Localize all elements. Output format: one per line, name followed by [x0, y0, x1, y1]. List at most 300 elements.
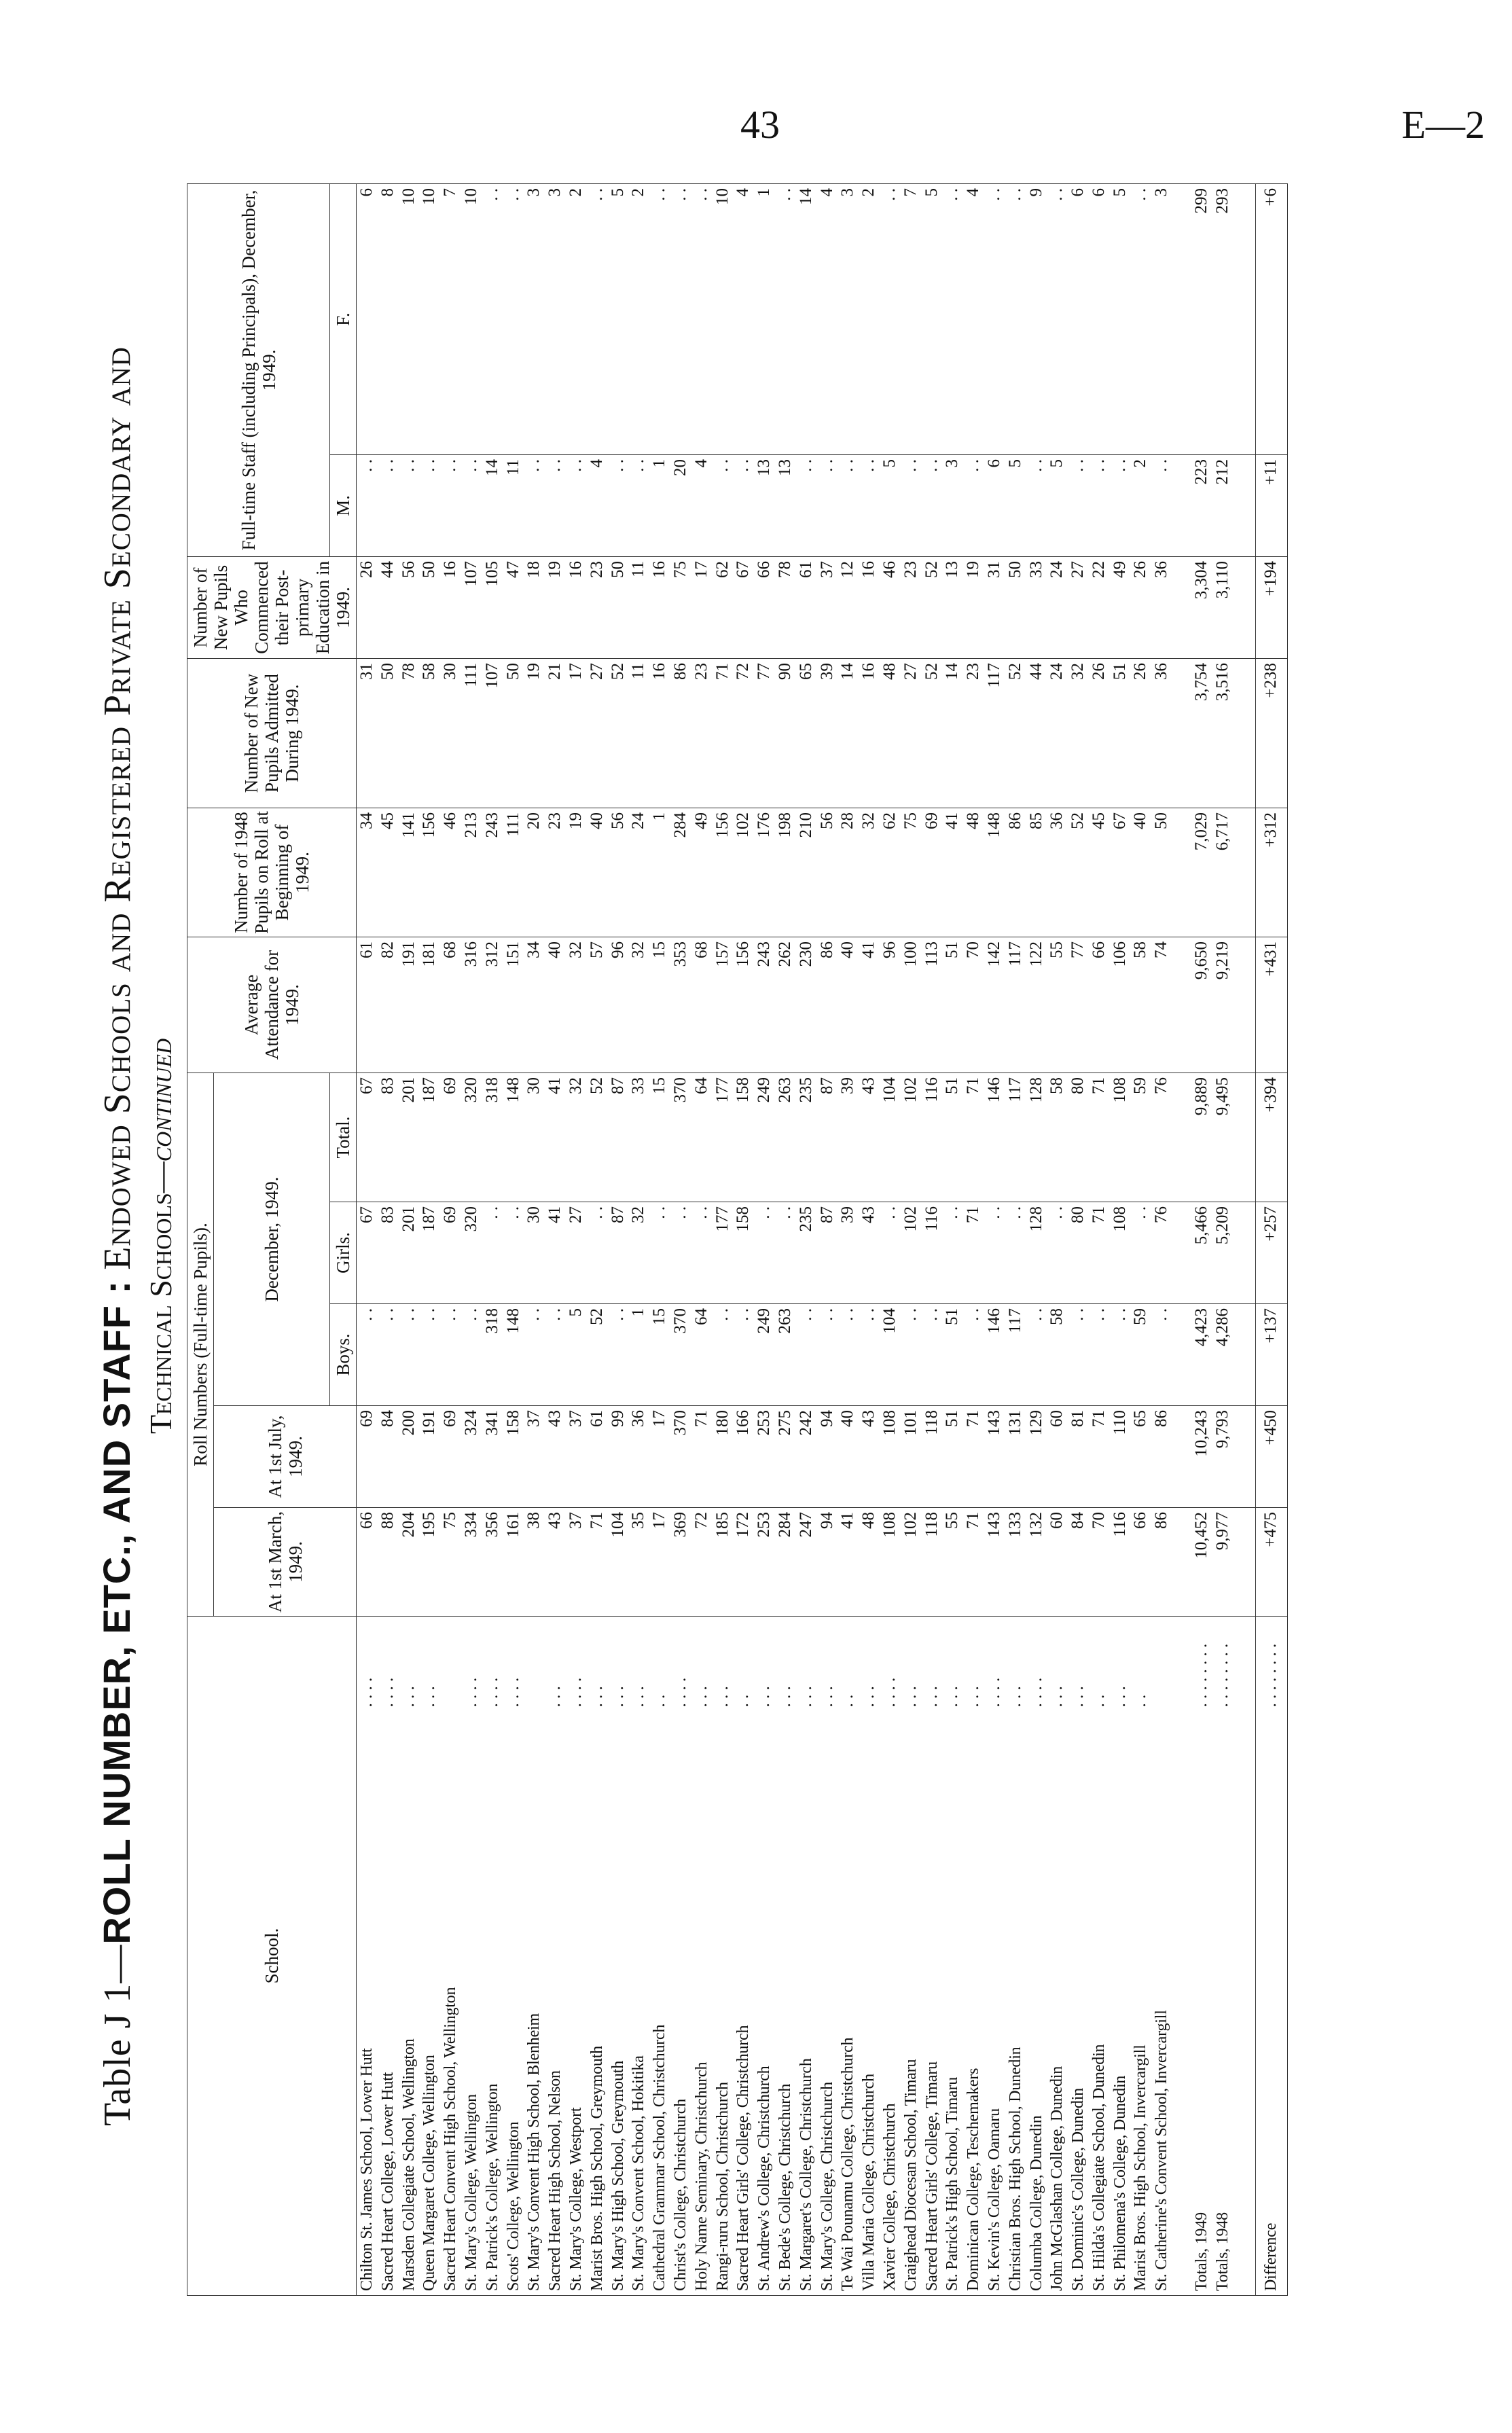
- cell-attendance: 316: [461, 937, 482, 1073]
- spacer-cell: [1236, 937, 1256, 1073]
- table-row: [901, 184, 922, 2296]
- table-row: [859, 184, 880, 2296]
- cell-july: 60: [1047, 1406, 1068, 1508]
- cell-admitted: 24: [1047, 659, 1068, 808]
- leader-dots: . .: [649, 1617, 670, 1712]
- school-name: St. Mary's High School, Greymouth: [608, 1712, 629, 2296]
- cell-boys: . .: [545, 1304, 566, 1406]
- cell-total: 51: [942, 1073, 963, 1202]
- cell-boys: . .: [901, 1304, 922, 1406]
- cell-july: 69: [440, 1406, 461, 1508]
- cell-total: 158: [733, 1073, 754, 1202]
- cell-july: 61: [587, 1406, 608, 1508]
- cell-f: 14: [796, 184, 817, 455]
- table-row: [1026, 184, 1047, 2296]
- cell-commenced: 52: [922, 557, 943, 659]
- cell-f: . .: [775, 184, 796, 455]
- cell-july: 71: [963, 1406, 984, 1508]
- table-row: [545, 184, 566, 2296]
- school-name: Marist Bros. High School, Invercargill: [1130, 1712, 1151, 2296]
- cell-admitted: 17: [566, 659, 587, 808]
- cell-attendance: 113: [922, 937, 943, 1073]
- school-name: St. Andrew's College, Christchurch: [754, 1712, 775, 2296]
- cell-commenced: 31: [984, 557, 1005, 659]
- table-row: [1068, 184, 1089, 2296]
- table-row: [754, 184, 775, 2296]
- leader-dots: . .: [1089, 1617, 1110, 1712]
- cell-commenced: 24: [1047, 557, 1068, 659]
- school-name: Queen Margaret College, Wellington: [419, 1712, 440, 2296]
- cell-attendance: 181: [419, 937, 440, 1073]
- school-name: Totals, 1949: [1191, 1712, 1212, 2296]
- table-row: [440, 184, 461, 2296]
- spacer-cell: [1172, 1406, 1191, 1508]
- cell-commenced: 66: [754, 557, 775, 659]
- cell-march: 66: [357, 1508, 378, 1617]
- cell-commenced: 49: [1110, 557, 1131, 659]
- cell-july: 143: [984, 1406, 1005, 1508]
- school-name: Totals, 1948: [1212, 1712, 1236, 2296]
- school-name: St. Mary's Convent High School, Blenheim: [524, 1712, 545, 2296]
- spacer-cell: [1172, 659, 1191, 808]
- cell-commenced: 12: [838, 557, 859, 659]
- cell-p1948: 40: [587, 808, 608, 937]
- cell-boys: . .: [796, 1304, 817, 1406]
- cell-m: . .: [1110, 455, 1131, 557]
- leader-dots: . . .: [922, 1617, 943, 1712]
- cell-boys: 318: [482, 1304, 503, 1406]
- cell-july: 84: [378, 1406, 399, 1508]
- leader-dots: . . . .: [566, 1617, 587, 1712]
- cell-p1948: 6,717: [1212, 808, 1236, 937]
- cell-march: 133: [1005, 1508, 1026, 1617]
- leader-dots: . . . .: [461, 1617, 482, 1712]
- cell-attendance: 66: [1089, 937, 1110, 1073]
- spacer-cell: [1236, 1304, 1256, 1406]
- cell-m: . .: [1026, 455, 1047, 557]
- table-row: [1130, 184, 1151, 2296]
- table-row: [357, 184, 378, 2296]
- cell-p1948: 75: [901, 808, 922, 937]
- table-row: [733, 184, 754, 2296]
- table-row: [1110, 184, 1131, 2296]
- cell-march: 84: [1068, 1508, 1089, 1617]
- cell-p1948: 156: [419, 808, 440, 937]
- page-code: E—2: [1401, 103, 1485, 147]
- leader-dots: . . .: [942, 1617, 963, 1712]
- cell-m: +11: [1255, 455, 1287, 557]
- cell-total: 59: [1130, 1073, 1151, 1202]
- spacer-cell: [1236, 659, 1256, 808]
- cell-p1948: 36: [1047, 808, 1068, 937]
- cell-f: 3: [545, 184, 566, 455]
- cell-m: . .: [608, 455, 629, 557]
- school-name: St. Bede's College, Christchurch: [775, 1712, 796, 2296]
- school-name: St. Mary's College, Westport: [566, 1712, 587, 2296]
- cell-total: 320: [461, 1073, 482, 1202]
- cell-girls: . .: [1130, 1202, 1151, 1304]
- cell-girls: 80: [1068, 1202, 1089, 1304]
- leader-dots: [1151, 1617, 1172, 1712]
- cell-commenced: 11: [628, 557, 649, 659]
- cell-july: 110: [1110, 1406, 1131, 1508]
- cell-m: 14: [482, 455, 503, 557]
- cell-commenced: 78: [775, 557, 796, 659]
- school-name: St. Margaret's College, Christchurch: [796, 1712, 817, 2296]
- cell-girls: . .: [503, 1202, 524, 1304]
- table-row: [838, 184, 859, 2296]
- cell-f: 6: [357, 184, 378, 455]
- cell-girls: 83: [378, 1202, 399, 1304]
- cell-july: 275: [775, 1406, 796, 1508]
- cell-admitted: 19: [524, 659, 545, 808]
- cell-commenced: 19: [963, 557, 984, 659]
- cell-march: 72: [691, 1508, 713, 1617]
- cell-admitted: 111: [461, 659, 482, 808]
- cell-commenced: 23: [901, 557, 922, 659]
- cell-girls: 71: [963, 1202, 984, 1304]
- cell-march: 48: [859, 1508, 880, 1617]
- cell-march: 70: [1089, 1508, 1110, 1617]
- cell-march: +475: [1255, 1508, 1287, 1617]
- title-prefix: Table J 1—: [96, 1944, 139, 2126]
- cell-m: . .: [796, 455, 817, 557]
- cell-total: 201: [399, 1073, 420, 1202]
- leader-dots: . . .: [817, 1617, 838, 1712]
- cell-admitted: 26: [1130, 659, 1151, 808]
- cell-march: 88: [378, 1508, 399, 1617]
- cell-m: . .: [713, 455, 734, 557]
- cell-girls: 43: [859, 1202, 880, 1304]
- cell-girls: . .: [691, 1202, 713, 1304]
- cell-attendance: 40: [838, 937, 859, 1073]
- cell-p1948: 141: [399, 808, 420, 937]
- cell-march: 132: [1026, 1508, 1047, 1617]
- cell-attendance: 74: [1151, 937, 1172, 1073]
- school-name: Cathedral Grammar School, Christchurch: [649, 1712, 670, 2296]
- cell-total: 43: [859, 1073, 880, 1202]
- cell-admitted: 90: [775, 659, 796, 808]
- cell-admitted: 44: [1026, 659, 1047, 808]
- cell-admitted: 39: [817, 659, 838, 808]
- cell-july: 86: [1151, 1406, 1172, 1508]
- cell-girls: 69: [440, 1202, 461, 1304]
- cell-boys: . .: [1068, 1304, 1089, 1406]
- cell-attendance: 32: [566, 937, 587, 1073]
- leader-dots: . . . .: [482, 1617, 503, 1712]
- leader-dots: . . . .: [378, 1617, 399, 1712]
- cell-boys: 5: [566, 1304, 587, 1406]
- cell-boys: . .: [461, 1304, 482, 1406]
- cell-boys: 52: [587, 1304, 608, 1406]
- cell-boys: 58: [1047, 1304, 1068, 1406]
- header-staff: Full-time Staff (including Principals), December, 1949.: [187, 184, 330, 557]
- cell-total: 76: [1151, 1073, 1172, 1202]
- cell-attendance: 40: [545, 937, 566, 1073]
- leader-dots: . .: [1130, 1617, 1151, 1712]
- cell-attendance: 82: [378, 937, 399, 1073]
- cell-admitted: 86: [670, 659, 691, 808]
- cell-f: 3: [1151, 184, 1172, 455]
- school-name: St. Patrick's College, Wellington: [482, 1712, 503, 2296]
- cell-girls: 235: [796, 1202, 817, 1304]
- page-number: 43: [740, 103, 780, 147]
- school-name: John McGlashan College, Dunedin: [1047, 1712, 1068, 2296]
- cell-admitted: 30: [440, 659, 461, 808]
- cell-attendance: 9,219: [1212, 937, 1236, 1073]
- cell-total: 9,889: [1191, 1073, 1212, 1202]
- cell-march: 60: [1047, 1508, 1068, 1617]
- cell-f: 7: [901, 184, 922, 455]
- cell-m: . .: [901, 455, 922, 557]
- cell-total: 58: [1047, 1073, 1068, 1202]
- cell-admitted: 14: [942, 659, 963, 808]
- cell-july: 69: [357, 1406, 378, 1508]
- cell-f: 5: [922, 184, 943, 455]
- cell-july: 36: [628, 1406, 649, 1508]
- cell-girls: . .: [984, 1202, 1005, 1304]
- cell-f: +6: [1255, 184, 1287, 455]
- cell-girls: 39: [838, 1202, 859, 1304]
- roll-number-table: [187, 183, 1288, 2296]
- table-title: [95, 177, 139, 2296]
- spacer-cell: [1172, 455, 1191, 557]
- spacer-cell: [1172, 1508, 1191, 1617]
- cell-attendance: 86: [817, 937, 838, 1073]
- cell-admitted: 58: [419, 659, 440, 808]
- leader-dots: . . .: [1068, 1617, 1089, 1712]
- cell-p1948: 45: [1089, 808, 1110, 937]
- table-row: [984, 184, 1005, 2296]
- cell-attendance: 96: [608, 937, 629, 1073]
- cell-attendance: 34: [524, 937, 545, 1073]
- cell-f: 9: [1026, 184, 1047, 455]
- cell-boys: . .: [1151, 1304, 1172, 1406]
- cell-attendance: 58: [1130, 937, 1151, 1073]
- table-row: [419, 184, 440, 2296]
- cell-m: 5: [880, 455, 901, 557]
- cell-m: . .: [817, 455, 838, 557]
- school-name: St. Hilda's Collegiate School, Dunedin: [1089, 1712, 1110, 2296]
- leader-dots: . . . .: [503, 1617, 524, 1712]
- header-pupils-1948: Number of 1948 Pupils on Roll at Beginning of 1949.: [187, 808, 357, 937]
- school-name: Difference: [1255, 1712, 1287, 2296]
- leader-dots: . . . .: [1026, 1617, 1047, 1712]
- cell-p1948: 28: [838, 808, 859, 937]
- school-name: St. Mary's College, Christchurch: [817, 1712, 838, 2296]
- cell-attendance: 15: [649, 937, 670, 1073]
- cell-p1948: 7,029: [1191, 808, 1212, 937]
- cell-commenced: 33: [1026, 557, 1047, 659]
- school-name: St. Mary's Convent School, Hokitika: [628, 1712, 649, 2296]
- cell-commenced: 16: [440, 557, 461, 659]
- cell-commenced: 23: [587, 557, 608, 659]
- cell-m: . .: [545, 455, 566, 557]
- cell-boys: . .: [399, 1304, 420, 1406]
- cell-m: 4: [691, 455, 713, 557]
- cell-f: 293: [1212, 184, 1236, 455]
- cell-p1948: 198: [775, 808, 796, 937]
- header-admitted: Number of New Pupils Admitted During 1949.: [187, 659, 357, 808]
- school-name: Sacred Heart College, Lower Hutt: [378, 1712, 399, 2296]
- rotated-table-page: [95, 177, 1454, 2296]
- cell-p1948: 148: [984, 808, 1005, 937]
- cell-attendance: 312: [482, 937, 503, 1073]
- leader-dots: . . .: [713, 1617, 734, 1712]
- cell-admitted: 11: [628, 659, 649, 808]
- cell-march: 102: [901, 1508, 922, 1617]
- cell-july: 341: [482, 1406, 503, 1508]
- cell-boys: . .: [608, 1304, 629, 1406]
- cell-attendance: 100: [901, 937, 922, 1073]
- cell-m: 1: [649, 455, 670, 557]
- table-row: [649, 184, 670, 2296]
- table-row: [566, 184, 587, 2296]
- school-name: Sacred Heart High School, Nelson: [545, 1712, 566, 2296]
- cell-admitted: 52: [1005, 659, 1026, 808]
- cell-girls: 108: [1110, 1202, 1131, 1304]
- cell-admitted: 14: [838, 659, 859, 808]
- cell-march: 94: [817, 1508, 838, 1617]
- cell-march: 172: [733, 1508, 754, 1617]
- header-female: F.: [330, 184, 357, 455]
- cell-f: 10: [461, 184, 482, 455]
- cell-m: . .: [838, 455, 859, 557]
- leader-dots: . . .: [545, 1617, 566, 1712]
- cell-total: 263: [775, 1073, 796, 1202]
- school-name: Sacred Heart Girls' College, Timaru: [922, 1712, 943, 2296]
- cell-f: 2: [566, 184, 587, 455]
- cell-admitted: 50: [378, 659, 399, 808]
- leader-dots: . . .: [628, 1617, 649, 1712]
- title-bold: ROLL NUMBER, ETC., AND STAFF :: [95, 1280, 138, 1945]
- leader-dots: . . .: [859, 1617, 880, 1712]
- cell-march: 143: [984, 1508, 1005, 1617]
- cell-f: 10: [713, 184, 734, 455]
- spacer-cell: [1172, 1073, 1191, 1202]
- cell-p1948: 156: [713, 808, 734, 937]
- school-name: Columba College, Dunedin: [1026, 1712, 1047, 2296]
- school-name: Chilton St. James School, Lower Hutt: [357, 1712, 378, 2296]
- cell-f: 2: [859, 184, 880, 455]
- spacer-cell: [1236, 1508, 1256, 1617]
- spacer-cell: [1236, 1406, 1256, 1508]
- cell-admitted: 36: [1151, 659, 1172, 808]
- leader-dots: . . . .: [670, 1617, 691, 1712]
- cell-boys: . .: [713, 1304, 734, 1406]
- header-attendance: Average Attendance for 1949.: [187, 937, 357, 1073]
- school-name: Sacred Heart Girls' College, Christchurch: [733, 1712, 754, 2296]
- table-row: [880, 184, 901, 2296]
- cell-boys: 4,423: [1191, 1304, 1212, 1406]
- cell-march: 75: [440, 1508, 461, 1617]
- cell-attendance: 51: [942, 937, 963, 1073]
- cell-total: 52: [587, 1073, 608, 1202]
- cell-girls: 5,466: [1191, 1202, 1212, 1304]
- cell-attendance: 68: [691, 937, 713, 1073]
- cell-total: 102: [901, 1073, 922, 1202]
- cell-f: 299: [1191, 184, 1212, 455]
- table-row: [942, 184, 963, 2296]
- cell-attendance: 142: [984, 937, 1005, 1073]
- leader-dots: . . .: [1110, 1617, 1131, 1712]
- cell-girls: . .: [754, 1202, 775, 1304]
- cell-total: 87: [608, 1073, 629, 1202]
- table-row: [482, 184, 503, 2296]
- cell-girls: 87: [608, 1202, 629, 1304]
- cell-commenced: 105: [482, 557, 503, 659]
- cell-f: . .: [482, 184, 503, 455]
- cell-admitted: 77: [754, 659, 775, 808]
- cell-girls: 5,209: [1212, 1202, 1236, 1304]
- cell-admitted: 48: [880, 659, 901, 808]
- spacer-cell: [1236, 455, 1256, 557]
- leader-dots: . . .: [587, 1617, 608, 1712]
- cell-attendance: 156: [733, 937, 754, 1073]
- cell-girls: 158: [733, 1202, 754, 1304]
- leader-dots: . . . .: [357, 1617, 378, 1712]
- cell-admitted: 32: [1068, 659, 1089, 808]
- cell-m: 13: [775, 455, 796, 557]
- cell-admitted: 50: [503, 659, 524, 808]
- cell-commenced: 67: [733, 557, 754, 659]
- cell-boys: 370: [670, 1304, 691, 1406]
- leader-dots: . . .: [608, 1617, 629, 1712]
- cell-total: +394: [1255, 1073, 1287, 1202]
- cell-july: 94: [817, 1406, 838, 1508]
- cell-admitted: 71: [713, 659, 734, 808]
- table-row: [503, 184, 524, 2296]
- cell-admitted: 26: [1089, 659, 1110, 808]
- cell-f: . .: [984, 184, 1005, 455]
- cell-f: . .: [1047, 184, 1068, 455]
- totals-row: [1191, 184, 1212, 2296]
- cell-admitted: 23: [691, 659, 713, 808]
- cell-girls: 76: [1151, 1202, 1172, 1304]
- cell-july: 158: [503, 1406, 524, 1508]
- cell-commenced: 50: [608, 557, 629, 659]
- cell-girls: . .: [942, 1202, 963, 1304]
- cell-f: 10: [419, 184, 440, 455]
- cell-commenced: 16: [566, 557, 587, 659]
- table-body: [357, 184, 1288, 2296]
- cell-july: 10,243: [1191, 1406, 1212, 1508]
- cell-march: 35: [628, 1508, 649, 1617]
- cell-p1948: 62: [880, 808, 901, 937]
- table-row: [461, 184, 482, 2296]
- leader-dots: . . . . . . . .: [1255, 1617, 1287, 1712]
- cell-f: . .: [670, 184, 691, 455]
- cell-commenced: 18: [524, 557, 545, 659]
- cell-total: 30: [524, 1073, 545, 1202]
- leader-dots: . . .: [399, 1617, 420, 1712]
- cell-girls: 187: [419, 1202, 440, 1304]
- cell-attendance: +431: [1255, 937, 1287, 1073]
- cell-f: 3: [524, 184, 545, 455]
- cell-boys: +137: [1255, 1304, 1287, 1406]
- leader-dots: . . .: [691, 1617, 713, 1712]
- cell-commenced: 22: [1089, 557, 1110, 659]
- cell-f: 3: [838, 184, 859, 455]
- cell-admitted: 52: [608, 659, 629, 808]
- school-name: St. Philomena's College, Dunedin: [1110, 1712, 1131, 2296]
- cell-total: 41: [545, 1073, 566, 1202]
- cell-girls: 320: [461, 1202, 482, 1304]
- cell-boys: . .: [440, 1304, 461, 1406]
- cell-july: 118: [922, 1406, 943, 1508]
- cell-boys: 146: [984, 1304, 1005, 1406]
- cell-july: 242: [796, 1406, 817, 1508]
